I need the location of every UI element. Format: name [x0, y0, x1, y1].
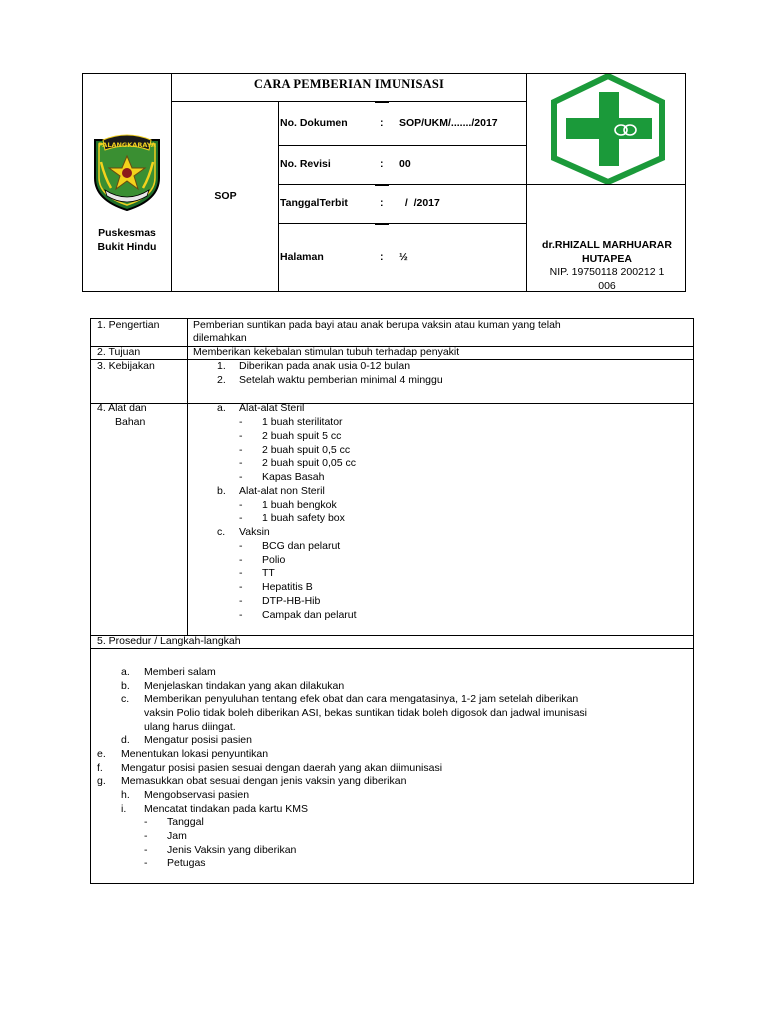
- alat-item: 2 buah spuit 0,05 cc: [262, 457, 356, 469]
- alat-item: Campak dan pelarut: [262, 609, 357, 621]
- kms-item: Petugas: [167, 857, 206, 869]
- row-label-tujuan: 2. Tujuan: [97, 346, 141, 358]
- column-divider: [187, 319, 188, 635]
- kms-item: Jam: [167, 830, 187, 842]
- prosedur-step: Memberi salam: [144, 666, 216, 678]
- meta-value: ½: [399, 251, 408, 263]
- kebijakan-item: Diberikan pada anak usia 0-12 bulan: [239, 360, 411, 372]
- prosedur-step: Memberikan penyuluhan tentang efek obat dan cara mengatasinya, 1-2 jam setelah diberikan: [144, 693, 579, 705]
- list-marker: d.: [121, 734, 130, 746]
- list-marker: c.: [121, 693, 130, 705]
- meta-row-document-number: [280, 117, 527, 131]
- alat-item: Polio: [262, 554, 286, 566]
- meta-label: TanggalTerbit: [280, 197, 348, 209]
- sop-label: SOP: [214, 190, 237, 202]
- tujuan-text: Memberikan kekebalan stimulan tubuh terhadap penyakit: [193, 346, 460, 358]
- kms-item: Jenis Vaksin yang diberikan: [167, 844, 297, 856]
- meta-colon: :: [380, 251, 384, 263]
- signer-name: dr.RHIZALL MARHUARAR: [542, 239, 672, 251]
- meta-colon: :: [380, 197, 384, 209]
- row-label-prosedur: 5. Prosedur / Langkah-langkah: [97, 635, 241, 647]
- header-divider: [526, 184, 686, 185]
- prosedur-step: Mengatur posisi pasien sesuai dengan daerah yang akan diimunisasi: [121, 762, 443, 774]
- list-marker: 2.: [217, 374, 226, 386]
- dash: -: [239, 457, 243, 469]
- document-title: CARA PEMBERIAN IMUNISASI: [253, 77, 445, 91]
- dash: -: [239, 416, 243, 428]
- pengertian-text: Pemberian suntikan pada bayi atau anak berupa vaksin atau kuman yang telah: [193, 319, 561, 331]
- header-divider: [375, 224, 389, 225]
- emblem-text: PALANGKARAYA: [98, 141, 156, 149]
- health-cross-icon: [547, 74, 669, 184]
- prosedur-step: Memasukkan obat sesuai dengan jenis vaksin yang diberikan: [121, 775, 407, 787]
- kebijakan-item: Setelah waktu pemberian minimal 4 minggu: [239, 374, 443, 386]
- meta-label: No. Dokumen: [280, 117, 348, 129]
- header-divider: [278, 145, 527, 146]
- signer-nip: 006: [598, 279, 616, 292]
- alat-item: 1 buah safety box: [262, 512, 345, 524]
- signer-block: [527, 239, 687, 293]
- meta-colon: :: [380, 158, 384, 170]
- dash: -: [239, 444, 243, 456]
- dash: -: [239, 609, 243, 621]
- dash: -: [239, 581, 243, 593]
- alat-item: 1 buah bengkok: [262, 499, 337, 511]
- meta-row-page: [280, 251, 527, 265]
- meta-label: Halaman: [280, 251, 324, 263]
- signer-nip: NIP. 19750118 200212 1: [549, 266, 665, 278]
- row-label-alat: Bahan: [115, 416, 146, 428]
- prosedur-step: Mengatur posisi pasien: [144, 734, 252, 746]
- alat-item: 2 buah spuit 0,5 cc: [262, 444, 351, 456]
- dash: -: [239, 540, 243, 552]
- row-label-kebijakan: 3. Kebijakan: [97, 360, 155, 372]
- header-divider: [278, 101, 279, 291]
- prosedur-step: Mencatat tindakan pada kartu KMS: [144, 803, 309, 815]
- header-divider: [171, 101, 527, 102]
- alat-item: Kapas Basah: [262, 471, 325, 483]
- meta-value: / /2017: [399, 197, 440, 209]
- list-marker: h.: [121, 789, 130, 801]
- meta-colon: :: [380, 117, 384, 129]
- prosedur-step: vaksin Polio tidak boleh diberikan ASI, bekas suntikan tidak boleh digosok dan jadwal imunisasi: [144, 707, 588, 719]
- dash: -: [144, 857, 148, 869]
- meta-value: SOP/UKM/......./2017: [399, 117, 498, 129]
- dash: -: [239, 512, 243, 524]
- alat-item: TT: [262, 567, 275, 579]
- dash: -: [239, 430, 243, 442]
- alat-item: DTP-HB-Hib: [262, 595, 321, 607]
- dash: -: [239, 471, 243, 483]
- sop-body-table: [90, 318, 694, 884]
- dash: -: [239, 567, 243, 579]
- list-marker: e.: [97, 748, 106, 760]
- alat-group-title: Vaksin: [239, 526, 270, 538]
- list-marker: a.: [217, 402, 226, 414]
- alat-item: 2 buah spuit 5 cc: [262, 430, 342, 442]
- meta-label: No. Revisi: [280, 158, 331, 170]
- header-divider: [171, 74, 172, 291]
- alat-item: Hepatitis B: [262, 581, 313, 593]
- list-marker: a.: [121, 666, 130, 678]
- list-marker: f.: [97, 762, 103, 774]
- dash: -: [144, 816, 148, 828]
- list-marker: b.: [121, 680, 130, 692]
- pengertian-text: dilemahkan: [193, 332, 247, 344]
- kms-item: Tanggal: [167, 816, 204, 828]
- list-marker: g.: [97, 775, 106, 787]
- signer-name: HUTAPEA: [582, 252, 632, 265]
- alat-item: 1 buah sterilitator: [262, 416, 343, 428]
- header-divider: [278, 223, 527, 224]
- prosedur-step: ulang harus diingat.: [144, 721, 236, 733]
- prosedur-step: Mengobservasi pasien: [144, 789, 250, 801]
- list-marker: 1.: [217, 360, 226, 372]
- row-label-alat: 4. Alat dan: [97, 402, 147, 414]
- city-emblem-icon: [91, 134, 163, 212]
- header-divider: [375, 185, 389, 186]
- alat-group-title: Alat-alat Steril: [239, 402, 305, 414]
- row-label-pengertian: 1. Pengertian: [97, 319, 160, 331]
- dash: -: [239, 554, 243, 566]
- dash: -: [144, 844, 148, 856]
- dash: -: [239, 595, 243, 607]
- list-marker: c.: [217, 526, 226, 538]
- sop-header-table: [82, 73, 686, 292]
- prosedur-step: Menentukan lokasi penyuntikan: [121, 748, 269, 760]
- list-marker: b.: [217, 485, 226, 497]
- header-divider: [278, 184, 527, 185]
- meta-value: 00: [399, 158, 411, 170]
- alat-item: BCG dan pelarut: [262, 540, 341, 552]
- organization-name: [83, 226, 171, 254]
- row-divider: [91, 403, 693, 404]
- organization-line: Bukit Hindu: [97, 241, 157, 253]
- meta-row-revision: [280, 158, 527, 172]
- organization-line: Puskesmas: [98, 227, 156, 239]
- header-divider: [375, 102, 389, 103]
- meta-row-issue-date: [280, 197, 527, 211]
- dash: -: [144, 830, 148, 842]
- list-marker: i.: [121, 803, 127, 815]
- dash: -: [239, 499, 243, 511]
- prosedur-step: Menjelaskan tindakan yang akan dilakukan: [144, 680, 345, 692]
- alat-group-title: Alat-alat non Steril: [239, 485, 325, 497]
- logo-cell: [83, 74, 171, 291]
